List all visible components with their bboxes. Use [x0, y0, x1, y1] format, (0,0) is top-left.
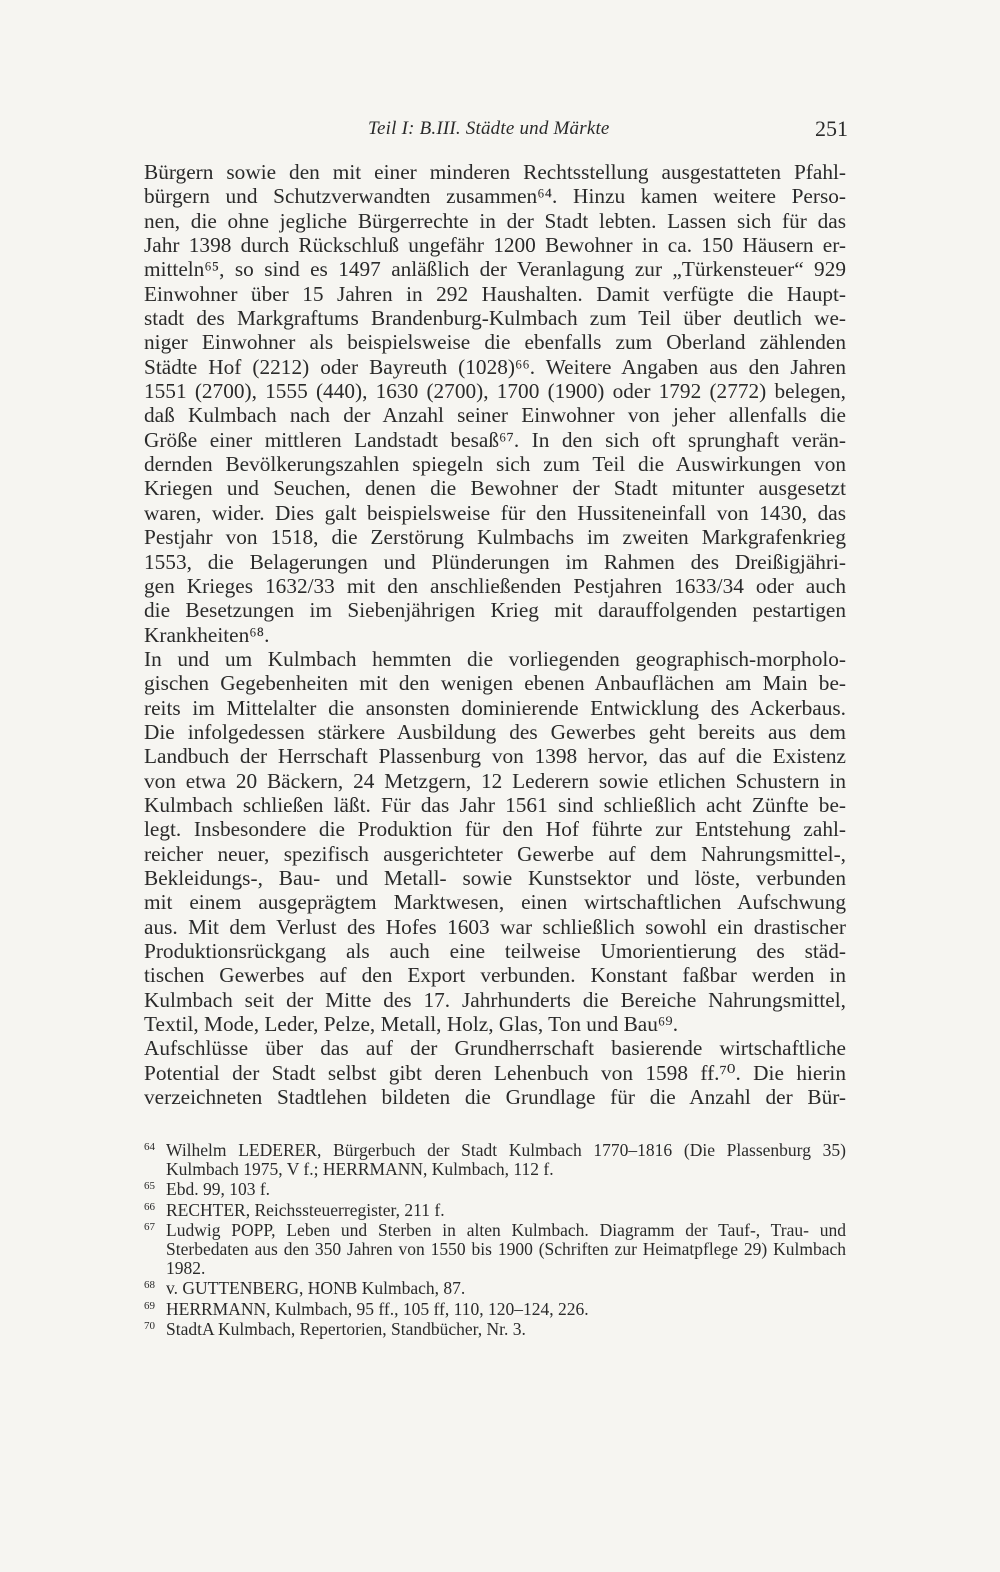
text-line: daß Kulmbach nach der Anzahl seiner Einwohner von jeher allenfalls die	[144, 403, 846, 428]
footnote	[144, 1279, 846, 1298]
footnote-number: 69	[144, 1299, 155, 1312]
footnotes	[144, 1141, 846, 1340]
text-line: Kulmbach schließen läßt. Für das Jahr 1561 sind schließlich acht Zünfte be-	[144, 792, 846, 817]
text-line: Pestjahr von 1518, die Zerstörung Kulmbachs im zweiten Markgrafenkrieg	[144, 525, 846, 550]
text-line: niger Einwohner als beispielsweise die ebenfalls zum Oberland zählenden	[144, 330, 846, 355]
footnote	[144, 1320, 846, 1339]
text-line: Textil, Mode, Leder, Pelze, Metall, Holz, Glas, Ton und Bau⁶⁹.	[144, 1012, 679, 1037]
text-line: gen Krieges 1632/33 mit den anschließenden Pestjahren 1633/34 oder auch	[144, 573, 846, 598]
footnote	[144, 1141, 846, 1179]
text-line: Bürgern sowie den mit einer minderen Rechtsstellung ausgestatteten Pfahl-	[144, 160, 846, 184]
text-line: aus. Mit dem Verlust des Hofes 1603 war schließlich sowohl ein drastischer	[144, 914, 846, 939]
text-line: legt. Insbesondere die Produktion für den Hof führte zur Entstehung zahl-	[144, 817, 846, 842]
footnote-number: 64	[144, 1141, 155, 1153]
page-number: 251	[815, 116, 848, 141]
footnote	[144, 1221, 846, 1279]
text-line: bürgern und Schutzverwandten zusammen⁶⁴. Hinzu kamen weitere Perso-	[144, 184, 846, 209]
text-line: 1553, die Belagerungen und Plünderungen im Rahmen des Dreißigjähri-	[144, 549, 846, 574]
text-line: Potential der Stadt selbst gibt deren Lehenbuch von 1598 ff.⁷⁰. Die hierin	[144, 1060, 846, 1085]
text-line: dernden Bevölkerungszahlen spiegeln sich zum Teil die Auswirkungen von	[144, 452, 846, 477]
footnote-text: Ebd. 99, 103 f.	[166, 1179, 271, 1200]
footnote-number: 65	[144, 1180, 155, 1193]
footnote-text: Ludwig POPP, Leben und Sterben in alten Kulmbach. Diagramm der Tauf-, Trau- und Sterbedaten aus den 350 Jahren von 1550 bis 1900 (Schriften zur Heimatpflege 29) Kulmbach 1982.	[166, 1219, 846, 1279]
text-line: die Besetzungen im Siebenjährigen Krieg mit darauffolgenden pestartigen	[144, 598, 846, 623]
text-line: mitteln⁶⁵, so sind es 1497 anläßlich der Veranlagung zur „Türkensteuer“ 929	[144, 257, 846, 282]
text-line: reits im Mittelalter die ansonsten dominierende Entwicklung des Ackerbaus.	[144, 695, 846, 720]
text-line: Kulmbach seit der Mitte des 17. Jahrhunderts die Bereiche Nahrungsmittel,	[144, 987, 846, 1012]
text-line: Größe einer mittleren Landstadt besaß⁶⁷. In den sich oft sprunghaft verän-	[144, 427, 846, 452]
footnote-text: StadtA Kulmbach, Repertorien, Standbücher, Nr. 3.	[166, 1318, 526, 1339]
text-line: Einwohner über 15 Jahren in 292 Haushalten. Damit verfügte die Haupt-	[144, 281, 846, 306]
footnote-number: 68	[144, 1279, 155, 1292]
text-line: mit einem ausgeprägtem Marktwesen, einen wirtschaftlichen Aufschwung	[144, 890, 846, 915]
footnote-text: Wilhelm LEDERER, Bürgerbuch der Stadt Kulmbach 1770–1816 (Die Plassenburg 35) Kulmbach 1975, V f.; HERRMANN, Kulmbach, 112 f.	[166, 1140, 846, 1180]
text-line: Die infolgedessen stärkere Ausbildung des Gewerbes geht bereits aus dem	[144, 719, 846, 744]
footnote-text: v. GUTTENBERG, HONB Kulmbach, 87.	[166, 1278, 466, 1299]
text-line: Jahr 1398 durch Rückschluß ungefähr 1200 Bewohner in ca. 150 Häusern er-	[144, 233, 846, 258]
footnote-number: 70	[144, 1319, 155, 1332]
footnote-text: RECHTER, Reichssteuerregister, 211 f.	[166, 1199, 445, 1220]
text-line: gischen Gegebenheiten mit den wenigen ebenen Anbauflächen am Main be-	[144, 671, 846, 696]
page-header	[0, 114, 1000, 144]
text-line: Bekleidungs-, Bau- und Metall- sowie Kunstsektor und löste, verbunden	[144, 865, 846, 890]
main-text	[144, 160, 846, 1109]
text-line: waren, wider. Dies galt beispielsweise für den Hussiteneinfall von 1430, das	[144, 500, 846, 525]
text-line: von etwa 20 Bäckern, 24 Metzgern, 12 Lederern sowie etlichen Schustern in	[144, 768, 846, 793]
footnote-number: 67	[144, 1220, 155, 1233]
footnote-text: HERRMANN, Kulmbach, 95 ff., 105 ff, 110, 120–124, 226.	[166, 1298, 589, 1319]
text-line: stadt des Markgraftums Brandenburg-Kulmbach zum Teil über deutlich we-	[144, 306, 846, 331]
text-line: 1551 (2700), 1555 (440), 1630 (2700), 1700 (1900) oder 1792 (2772) belegen,	[144, 379, 846, 404]
footnote	[144, 1180, 846, 1199]
text-line: verzeichneten Stadtlehen bildeten die Grundlage für die Anzahl der Bür-	[144, 1085, 846, 1110]
text-line: nen, die ohne jegliche Bürgerrechte in der Stadt lebten. Lassen sich für das	[144, 208, 846, 233]
text-line: Aufschlüsse über das auf der Grundherrschaft basierende wirtschaftliche	[144, 1036, 846, 1061]
footnote	[144, 1201, 846, 1220]
running-head: Teil I: B.III. Städte und Märkte	[368, 118, 610, 139]
text-line: Produktionsrückgang als auch eine teilweise Umorientierung des städ-	[144, 939, 846, 963]
text-line: Krankheiten⁶⁸.	[144, 622, 270, 647]
text-line: tischen Gewerbes auf den Export verbunden. Konstant faßbar werden in	[144, 963, 846, 988]
text-line: In und um Kulmbach hemmten die vorliegenden geographisch-morpholo-	[144, 646, 846, 671]
text-line: Kriegen und Seuchen, denen die Bewohner der Stadt mitunter ausgesetzt	[144, 476, 846, 501]
text-line: Städte Hof (2212) oder Bayreuth (1028)⁶⁶. Weitere Angaben aus den Jahren	[144, 354, 846, 379]
footnote-number: 66	[144, 1200, 155, 1213]
text-line: Landbuch der Herrschaft Plassenburg von 1398 hervor, das auf die Existenz	[144, 744, 846, 769]
footnote	[144, 1300, 846, 1319]
text-line: reicher neuer, spezifisch ausgerichteter Gewerbe auf dem Nahrungsmittel-,	[144, 841, 846, 866]
